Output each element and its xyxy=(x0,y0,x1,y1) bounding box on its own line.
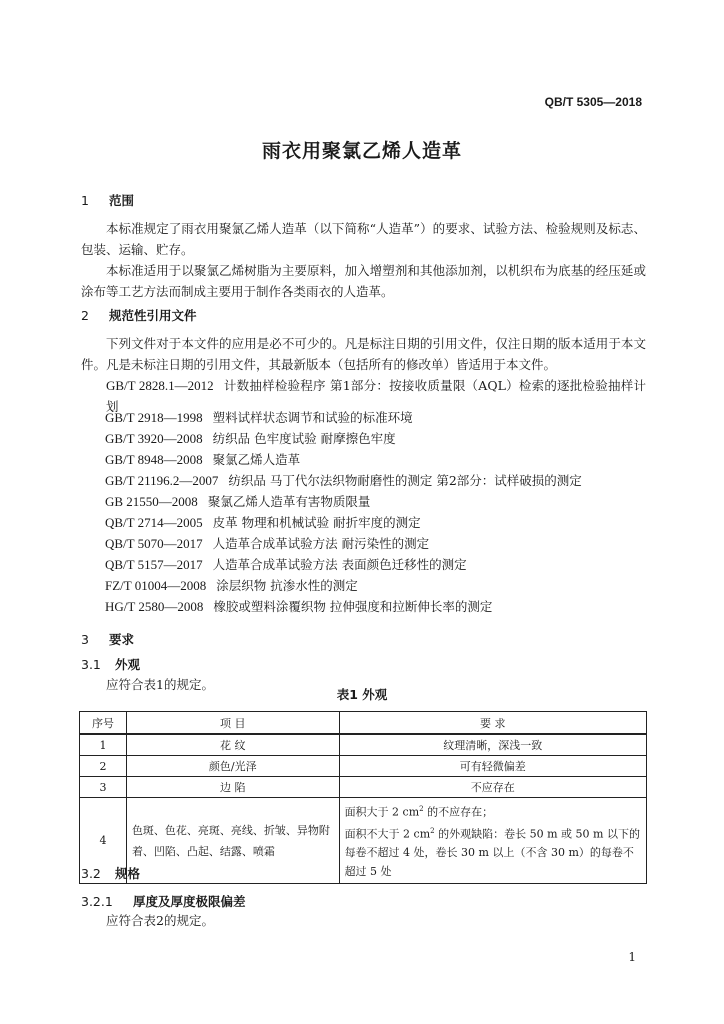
reference-item xyxy=(105,534,429,552)
reference-code: QB/T 2714—2005 xyxy=(105,515,203,530)
header-requirement: 要 求 xyxy=(339,712,646,735)
reference-item xyxy=(105,429,396,447)
section-3-1-paragraph: 应符合表1的规定。 xyxy=(106,677,214,692)
reference-item xyxy=(105,597,492,615)
row-no: 4 xyxy=(80,798,127,884)
row-item: 色斑、色花、亮斑、亮线、折皱、异物附着、凹陷、凸起、结露、喷霜 xyxy=(126,798,339,884)
table-row xyxy=(80,777,647,798)
section-title: 厚度及厚度极限偏差 xyxy=(133,894,246,909)
reference-code: GB/T 3920—2008 xyxy=(105,431,203,446)
reference-code: GB 21550—2008 xyxy=(105,494,198,509)
section-number: 1 xyxy=(81,193,89,208)
reference-code: GB/T 8948—2008 xyxy=(105,452,203,467)
table-1 xyxy=(79,711,647,884)
section-title: 规范性引用文件 xyxy=(109,308,197,323)
section-title: 规格 xyxy=(115,866,141,881)
reference-code: HG/T 2580—2008 xyxy=(105,599,204,614)
reference-title: 皮革 物理和机械试验 耐折牢度的测定 xyxy=(212,515,421,530)
section-number: 3.2.1 xyxy=(81,894,113,909)
reference-title: 涂层织物 抗渗水性的测定 xyxy=(216,578,358,593)
reference-item xyxy=(105,492,370,510)
document-title: 雨衣用聚氯乙烯人造革 xyxy=(261,140,462,162)
section-1-heading xyxy=(81,191,134,209)
row-no: 1 xyxy=(80,734,127,756)
section-number: 3.2 xyxy=(81,866,101,881)
reference-code: GB/T 2828.1—2012 xyxy=(106,378,214,393)
section-title: 范围 xyxy=(109,193,135,208)
reference-title: 塑料试样状态调节和试验的标准环境 xyxy=(212,410,413,425)
reference-item xyxy=(105,576,358,594)
table-row xyxy=(80,756,647,777)
reference-title: 人造革合成革试验方法 耐污染性的测定 xyxy=(212,536,430,551)
requirement-line-1: 面积大于 2 $cm^2$ 的不应存在； xyxy=(344,805,494,819)
row-item: 边 陷 xyxy=(126,777,339,798)
reference-code: GB/T 21196.2—2007 xyxy=(105,473,219,488)
reference-item xyxy=(105,471,582,489)
row-requirement: 可有轻微偏差 xyxy=(339,756,646,777)
reference-item xyxy=(105,450,300,468)
section-1-paragraph-2: 本标准适用于以聚氯乙烯树脂为主要原料，加入增塑剂和其他添加剂，以机织布为底基的经压延或涂布等工艺方法而制成主要用于制作各类雨衣的人造革。 xyxy=(81,263,646,299)
page-number: 1 xyxy=(628,950,636,964)
reference-code: QB/T 5070—2017 xyxy=(105,536,203,551)
section-title: 外观 xyxy=(115,657,141,672)
row-no: 2 xyxy=(80,756,127,777)
reference-item xyxy=(105,408,413,426)
section-number: 3.1 xyxy=(81,657,101,672)
section-3-2-1-paragraph: 应符合表2的规定。 xyxy=(106,913,214,928)
reference-title: 计数抽样检验程序 第1部分：按接收质量限（AQL）检索的逐批检验抽样计划 xyxy=(106,378,646,414)
section-number: 3 xyxy=(81,632,89,647)
section-1-paragraph-1: 本标准规定了雨衣用聚氯乙烯人造革（以下简称“人造革”）的要求、试验方法、检验规则及标志、包装、运输、贮存。 xyxy=(81,221,646,257)
row-item: 花 纹 xyxy=(126,734,339,756)
reference-title: 聚氯乙烯人造革 xyxy=(212,452,301,467)
reference-title: 纺织品 色牢度试验 耐摩擦色牢度 xyxy=(212,431,396,446)
section-number: 2 xyxy=(81,308,89,323)
table-1-caption: 表1 外观 xyxy=(336,687,388,702)
reference-title: 橡胶或塑料涂覆织物 拉伸强度和拉断伸长率的测定 xyxy=(213,599,493,614)
reference-code: GB/T 2918—1998 xyxy=(105,410,203,425)
reference-code: FZ/T 01004—2008 xyxy=(105,578,207,593)
row-no: 3 xyxy=(80,777,127,798)
header-item: 项 目 xyxy=(126,712,339,735)
section-3-1-heading xyxy=(81,655,140,673)
section-3-2-heading xyxy=(81,864,140,882)
reference-item xyxy=(105,555,467,573)
section-2-paragraph: 下列文件对于本文件的应用是必不可少的。凡是标注日期的引用文件，仅注日期的版本适用于本文件。凡是未标注日期的引用文件，其最新版本（包括所有的修改单）皆适用于本文件。 xyxy=(81,336,646,372)
reference-code: QB/T 5157—2017 xyxy=(105,557,203,572)
header-no: 序号 xyxy=(80,712,127,735)
table-row xyxy=(80,798,647,884)
section-3-2-1-heading xyxy=(81,892,246,910)
section-2-heading xyxy=(81,306,197,324)
section-title: 要求 xyxy=(109,632,135,647)
row-item: 颜色/光泽 xyxy=(126,756,339,777)
reference-item xyxy=(105,513,421,531)
reference-title: 人造革合成革试验方法 表面颜色迁移性的测定 xyxy=(212,557,467,572)
reference-title: 聚氯乙烯人造革有害物质限量 xyxy=(207,494,371,509)
row-requirement: 不应存在 xyxy=(339,777,646,798)
standard-number: QB/T 5305—2018 xyxy=(544,95,642,109)
section-3-heading xyxy=(81,630,134,648)
requirement-line-2: 面积不大于 2 $cm^2$ 的外观缺陷：卷长 50 m 或 50 m 以下的每卷不超过 4 处，卷长 30 m 以上（不含 30 m）的每卷不超过 5 处 xyxy=(344,826,640,879)
row-requirement xyxy=(339,798,646,884)
row-requirement: 纹理清晰，深浅一致 xyxy=(339,734,646,756)
reference-title: 纺织品 马丁代尔法织物耐磨性的测定 第2部分：试样破损的测定 xyxy=(228,473,582,488)
table-header-row xyxy=(80,712,647,735)
table-row xyxy=(80,734,647,756)
